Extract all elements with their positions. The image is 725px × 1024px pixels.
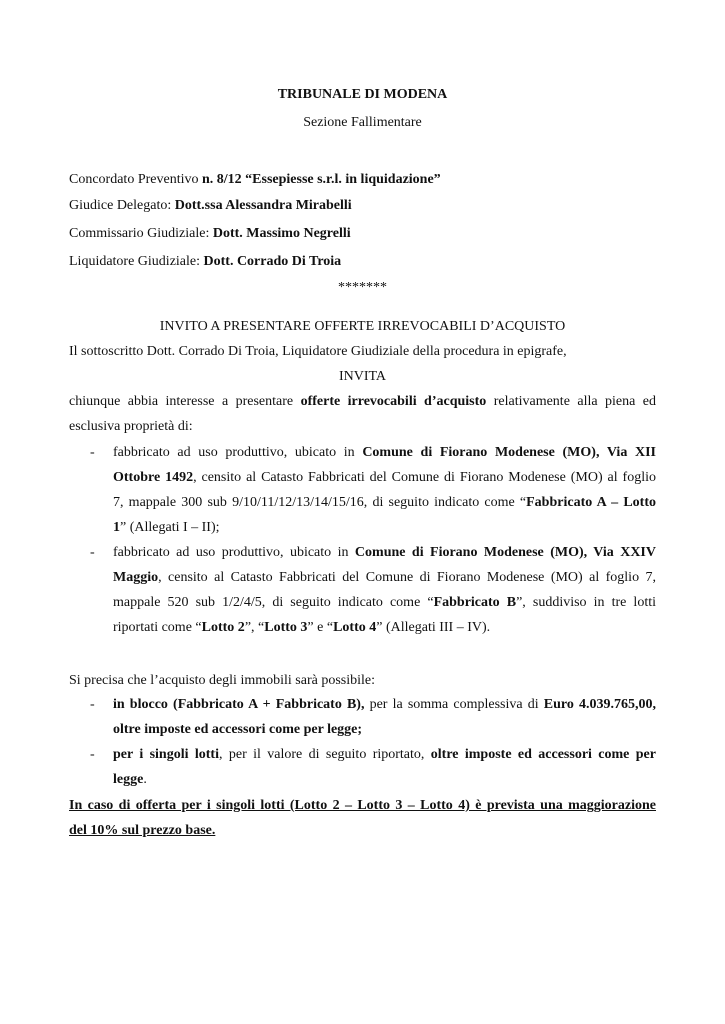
- intro-paragraph: Il sottoscritto Dott. Corrado Di Troia, Liquidatore Giudiziale della procedura in epigrafe,: [69, 344, 567, 359]
- court-title: TRIBUNALE DI MODENA: [277, 87, 448, 102]
- final-note-line-1: In caso di offerta per i singoli lotti (Lotto 2 – Lotto 3 – Lotto 4) è prevista una maggiorazione: [69, 798, 656, 813]
- item-2-line-1: fabbricato ad uso produttivo, ubicato in Comune di Fiorano Modenese (MO), Via XXIV: [113, 545, 656, 560]
- concordato-line: Concordato Preventivo n. 8/12 “Essepiesse s.r.l. in liquidazione”: [69, 172, 441, 187]
- item-4-line-2: legge.: [113, 772, 147, 787]
- section-subtitle: Sezione Fallimentare: [303, 115, 422, 130]
- item-4-line-1: per i singoli lotti, per il valore di seguito riportato, oltre imposte ed accessori come per: [113, 747, 656, 762]
- item-1-line-2: Ottobre 1492, censito al Catasto Fabbricati del Comune di Fiorano Modenese (MO) al foglio: [113, 470, 656, 485]
- list-dash: -: [90, 747, 95, 762]
- final-note-line-2: del 10% sul prezzo base.: [69, 823, 216, 838]
- item-1-line-4: 1” (Allegati I – II);: [113, 520, 220, 535]
- precisa-paragraph: Si precisa che l’acquisto degli immobili sarà possibile:: [69, 673, 375, 688]
- item-2-line-2: Maggio, censito al Catasto Fabbricati del Comune di Fiorano Modenese (MO) al foglio 7,: [113, 570, 656, 585]
- invito-title: INVITO A PRESENTARE OFFERTE IRREVOCABILI D’ACQUISTO: [159, 319, 566, 334]
- liquidatore-line: Liquidatore Giudiziale: Dott. Corrado Di Troia: [69, 254, 342, 269]
- giudice-line: Giudice Delegato: Dott.ssa Alessandra Mirabelli: [69, 198, 352, 213]
- item-3-line-2: oltre imposte ed accessori come per legge;: [113, 722, 363, 737]
- paragraph-1-line-2: esclusiva proprietà di:: [69, 419, 193, 434]
- item-2-line-4: riportati come “Lotto 2”, “Lotto 3” e “Lotto 4” (Allegati III – IV).: [113, 620, 491, 635]
- separator: *******: [338, 280, 387, 295]
- commissario-line: Commissario Giudiziale: Dott. Massimo Negrelli: [69, 226, 351, 241]
- item-2-line-3: mappale 520 sub 1/2/4/5, di seguito indicato come “Fabbricato B”, suddiviso in tre lotti: [113, 595, 656, 610]
- list-dash: -: [90, 545, 95, 560]
- list-dash: -: [90, 445, 95, 460]
- paragraph-1-line-1: chiunque abbia interesse a presentare offerte irrevocabili d’acquisto relativamente alla piena ed: [69, 394, 656, 409]
- item-1-line-1: fabbricato ad uso produttivo, ubicato in Comune di Fiorano Modenese (MO), Via XII: [113, 445, 656, 460]
- invita-heading: INVITA: [338, 369, 387, 384]
- item-1-line-3: 7, mappale 300 sub 9/10/11/12/13/14/15/16, di seguito indicato come “Fabbricato A – Lotto: [113, 495, 656, 510]
- list-dash: -: [90, 697, 95, 712]
- item-3-line-1: in blocco (Fabbricato A + Fabbricato B), per la somma complessiva di Euro 4.039.765,00,: [113, 697, 656, 712]
